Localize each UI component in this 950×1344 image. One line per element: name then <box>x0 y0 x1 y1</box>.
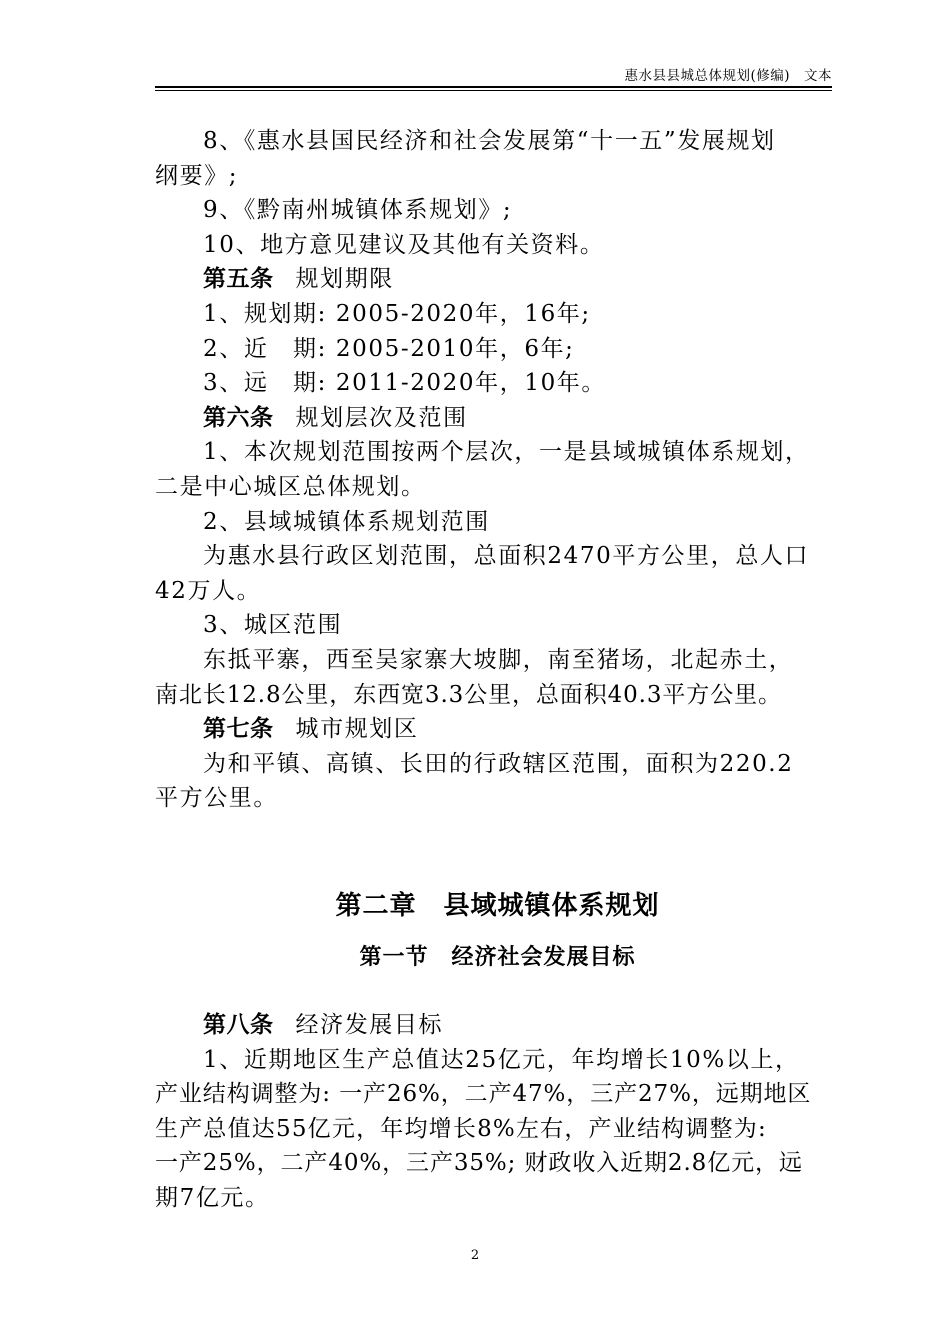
body-line: 东抵平寨，西至吴家寨大坡脚，南至猪场，北起赤土， <box>203 646 794 673</box>
body-line: 纲要》; <box>155 162 239 189</box>
body-line: 期7亿元。 <box>155 1184 270 1211</box>
body-line: 平方公里。 <box>155 785 278 812</box>
body-line: 3、远 期: 2011-2020年，10年。 <box>203 370 606 397</box>
article-title: 规划期限 <box>295 266 394 293</box>
body-line: 为和平镇、高镇、长田的行政辖区范围，面积为220.2 <box>203 750 794 777</box>
document-body-top <box>155 124 840 816</box>
article-heading-6 <box>155 401 840 436</box>
body-line: 9、《黔南州城镇体系规划》; <box>203 197 513 224</box>
chapter-title: 第二章 县域城镇体系规划 <box>335 891 660 921</box>
body-line: 42万人。 <box>155 577 262 604</box>
article-label: 第八条 <box>203 1012 274 1038</box>
body-line: 1、近期地区生产总值达25亿元，年均增长10%以上， <box>203 1046 800 1073</box>
body-line: 8、《惠水县国民经济和社会发展第“十一五”发展规划 <box>203 128 776 154</box>
body-line: 2、县域城镇体系规划范围 <box>203 508 490 535</box>
page-number: 2 <box>470 1248 480 1263</box>
document-body-bottom <box>155 1008 840 1216</box>
running-header: 惠水县县城总体规划(修编) 文本 <box>624 68 832 84</box>
body-line: 为惠水县行政区划范围，总面积2470平方公里，总人口 <box>203 543 810 570</box>
header-rule <box>155 86 832 91</box>
article-heading-8 <box>155 1008 840 1043</box>
body-line: 10、地方意见建议及其他有关资料。 <box>203 231 605 258</box>
article-heading-5 <box>155 262 840 297</box>
body-line: 1、本次规划范围按两个层次，一是县域城镇体系规划， <box>203 439 810 466</box>
section-title: 第一节 经济社会发展目标 <box>359 945 636 970</box>
body-line: 3、城区范围 <box>203 612 343 639</box>
article-heading-7 <box>155 712 840 747</box>
article-title: 经济发展目标 <box>295 1012 444 1038</box>
body-line: 南北长12.8公里，东西宽3.3公里，总面积40.3平方公里。 <box>155 681 782 708</box>
body-line: 产业结构调整为: 一产26%，二产47%，三产27%，远期地区 <box>155 1081 812 1108</box>
body-line: 2、近 期: 2005-2010年，6年; <box>203 335 575 362</box>
body-line: 二是中心城区总体规划。 <box>155 473 426 500</box>
article-label: 第五条 <box>203 266 274 293</box>
article-label: 第六条 <box>203 404 274 431</box>
article-title: 规划层次及范围 <box>295 404 468 431</box>
body-line: 一产25%，二产40%，三产35%; 财政收入近期2.8亿元，远 <box>155 1150 803 1177</box>
article-label: 第七条 <box>203 716 274 743</box>
article-title: 城市规划区 <box>295 716 419 743</box>
body-line: 生产总值达55亿元，年均增长8%左右，产业结构调整为: <box>155 1115 767 1142</box>
body-line: 1、规划期: 2005-2020年，16年; <box>203 300 591 327</box>
